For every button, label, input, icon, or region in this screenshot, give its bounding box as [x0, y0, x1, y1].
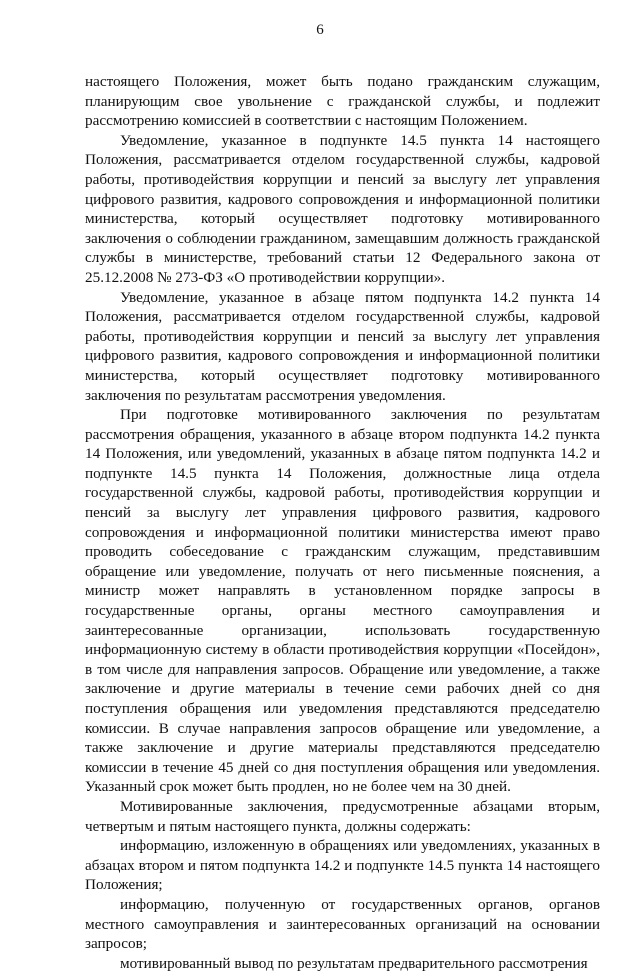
page-number: 6 — [316, 22, 324, 38]
paragraph-preparation-conclusion: При подготовке мотивированного заключения по результатам рассмотрения обращения, указанного в абзаце втором подпункта 14.2 пункта 14 Положения, или уведомлений, указанных в абзаце пятом подпункта 14.2 и подпункте 14.5 пункта 14 Положения, должностные лица отдела государственной службы, кадровой работы, противодействия коррупции и пенсий за выслугу лет управления цифрового развития, кадрового сопровождения и информационной политики министерства имеют право проводить собеседование с гражданским служащим, представившим обращение или уведомление, получать от него письменные пояснения, а министр может направлять в установленном порядке запросы в государственные органы, органы местного самоуправления и заинтересованные организации, использовать государственную информационную систему в области противодействия коррупции «Посейдон», в том числе для направления запросов. Обращение или уведомление, а также заключение и другие материалы в течение семи рабочих дней со дня поступления обращения или уведомления представляются председателю комиссии. В случае направления запросов обращение или уведомление, а также заключение и другие материалы представляются председателю комиссии в течение 45 дней со дня поступления обращения или уведомления. Указанный срок может быть продлен, но не более чем на 30 дней. — [85, 406, 600, 796]
list-item-information-agencies: информацию, полученную от государственных органов, органов местного самоуправления и заинтересованных организаций на основании запросов; — [85, 895, 600, 953]
paragraph-continuation: настоящего Положения, может быть подано гражданским служащим, планирующим свое увольнение с гражданской службы, и подлежит рассмотрению комиссией в соответствии с настоящим Положением. — [85, 73, 600, 130]
document-body — [85, 72, 600, 973]
list-item-reasoned-conclusion: мотивированный вывод по результатам предварительного рассмотрения — [120, 954, 588, 972]
paragraph-conclusion-contents: Мотивированные заключения, предусмотренные абзацами вторым, четвертым и пятым настоящего пункта, должны содержать: — [85, 797, 600, 835]
paragraph-notification-14-2: Уведомление, указанное в абзаце пятом подпункта 14.2 пункта 14 Положения, рассматривается отделом государственной службы, кадровой работы, противодействия коррупции и пенсий за выслугу лет управления цифрового развития, кадрового сопровождения и информационной политики министерства, который осуществляет подготовку мотивированного заключения по результатам рассмотрения уведомления. — [85, 288, 600, 404]
paragraph-notification-14-5: Уведомление, указанное в подпункте 14.5 пункта 14 настоящего Положения, рассматривается отделом государственной службы, кадровой работы, противодействия коррупции и пенсий за выслугу лет управления цифрового развития, кадрового сопровождения и информационной политики министерства, который осуществляет подготовку мотивированного заключения о соблюдении гражданином, замещавшим должность гражданской службы в министерстве, требований статьи 12 Федерального закона от 25.12.2008 № 273-ФЗ «О противодействии коррупции». — [85, 131, 600, 286]
list-item-information-appeals: информацию, изложенную в обращениях или уведомлениях, указанных в абзацах втором и пятом подпункта 14.2 и подпункте 14.5 пункта 14 настоящего Положения; — [85, 837, 600, 894]
